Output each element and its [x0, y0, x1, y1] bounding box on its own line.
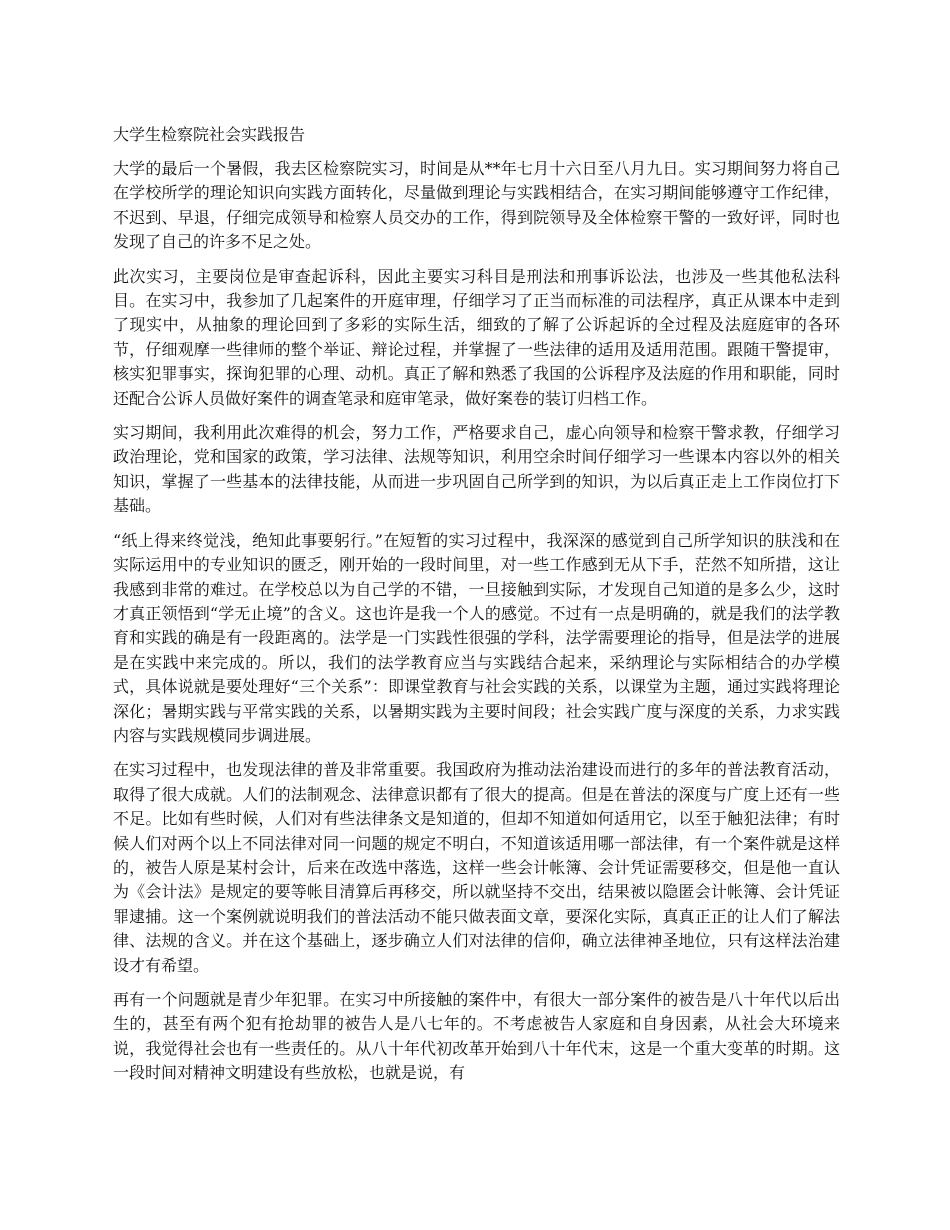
- paragraph-reflection: “纸上得来终觉浅，绝知此事要躬行。”在短暂的实习过程中，我深深的感觉到自己所学知识的肤浅和在实际运用中的专业知识的匮乏，刚开始的一段时间里，对一些工作感到无从下手，茫然不知所措，这让我感到非常的难过。在学校总以为自己学的不错，一旦接触到实际，才发现自己知道的是多么少，这时才真正领悟到“学无止境”的含义。这也许是我一个人的感觉。不过有一点是明确的，就是我们的法学教育和实践的确是有一段距离的。法学是一门实践性很强的学科，法学需要理论的指导，但是法学的进展是在实践中来完成的。所以，我们的法学教育应当与实践结合起来，采纳理论与实际相结合的办学模式，具体说就是要处理好“三个关系”：即课堂教育与社会实践的关系，以课堂为主题，通过实践将理论深化；暑期实践与平常实践的关系，以暑期实践为主要时间段；社会实践广度与深度的关系，力求实践内容与实践规模同步调进展。: [113, 530, 840, 745]
- paragraph-juvenile-crime: 再有一个问题就是青少年犯罪。在实习中所接触的案件中，有很大一部分案件的被告是八十年代以后出生的，甚至有两个犯有抢劫罪的被告人是八七年的。不考虑被告人家庭和自身因素，从社会大环境来说，我觉得社会也有一些责任的。从八十年代初改革开始到八十年代末，这是一个重大变革的时期。这一段时间对精神文明建设有些放松，也就是说，有: [113, 990, 840, 1083]
- paragraph-study-effort: 实习期间，我利用此次难得的机会，努力工作，严格要求自己，虚心向领导和检察干警求教，仔细学习政治理论，党和国家的政策，学习法律、法规等知识，利用空余时间仔细学习一些课本内容以外的相关知识，掌握了一些基本的法律技能，从而进一步巩固自己所学到的知识，为以后真正走上工作岗位打下基础。: [113, 423, 840, 516]
- paragraph-law-popularization: 在实习过程中，也发现法律的普及非常重要。我国政府为推动法治建设而进行的多年的普法教育活动，取得了很大成就。人们的法制观念、法律意识都有了很大的提高。但是在普法的深度与广度上还有一些不足。比如有些时候，人们对有些法律条文是知道的，但却不知道如何适用它，以至于触犯法律；有时候人们对两个以上不同法律对同一问题的规定不明白，不知道该适用哪一部法律，有一个案件就是这样的，被告人原是某村会计，后来在改选中落选，这样一些会计帐簿、会计凭证需要移交，但是他一直认为《会计法》是规定的要等帐目清算后再移交，所以就坚持不交出，结果被以隐匿会计帐簿、会计凭证罪逮捕。这一个案例就说明我们的普法活动不能只做表面文章，要深化实际，真真正正的让人们了解法律、法规的含义。并在这个基础上，逐步确立人们对法律的信仰，确立法律神圣地位，只有这样法治建设才有希望。: [113, 760, 840, 975]
- document-title: 大学生检察院社会实践报告: [113, 125, 306, 144]
- paragraph-internship-intro: 大学的最后一个暑假，我去区检察院实习，时间是从**年七月十六日至八月九日。实习期间努力将自己在学校所学的理论知识向实践方面转化，尽量做到理论与实践相结合，在实习期间能够遵守工作纪律，不迟到、早退，仔细完成领导和检察人员交办的工作，得到院领导及全体检察干警的一致好评，同时也发现了自己的许多不足之处。: [113, 159, 840, 252]
- paragraph-main-post: 此次实习，主要岗位是审查起诉科，因此主要实习科目是刑法和刑事诉讼法，也涉及一些其他私法科目。在实习中，我参加了几起案件的开庭审理，仔细学习了正当而标准的司法程序，真正从课本中走到了现实中，从抽象的理论回到了多彩的实际生活，细致的了解了公诉起诉的全过程及法庭庭审的各环节，仔细观摩一些律师的整个举证、辩论过程，并掌握了一些法律的适用及适用范围。跟随干警提审，核实犯罪事实，探询犯罪的心理、动机。真正了解和熟悉了我国的公诉程序及法庭的作用和职能，同时还配合公诉人员做好案件的调查笔录和庭审笔录，做好案卷的装订归档工作。: [113, 266, 840, 408]
- document-page: [113, 123, 840, 1096]
